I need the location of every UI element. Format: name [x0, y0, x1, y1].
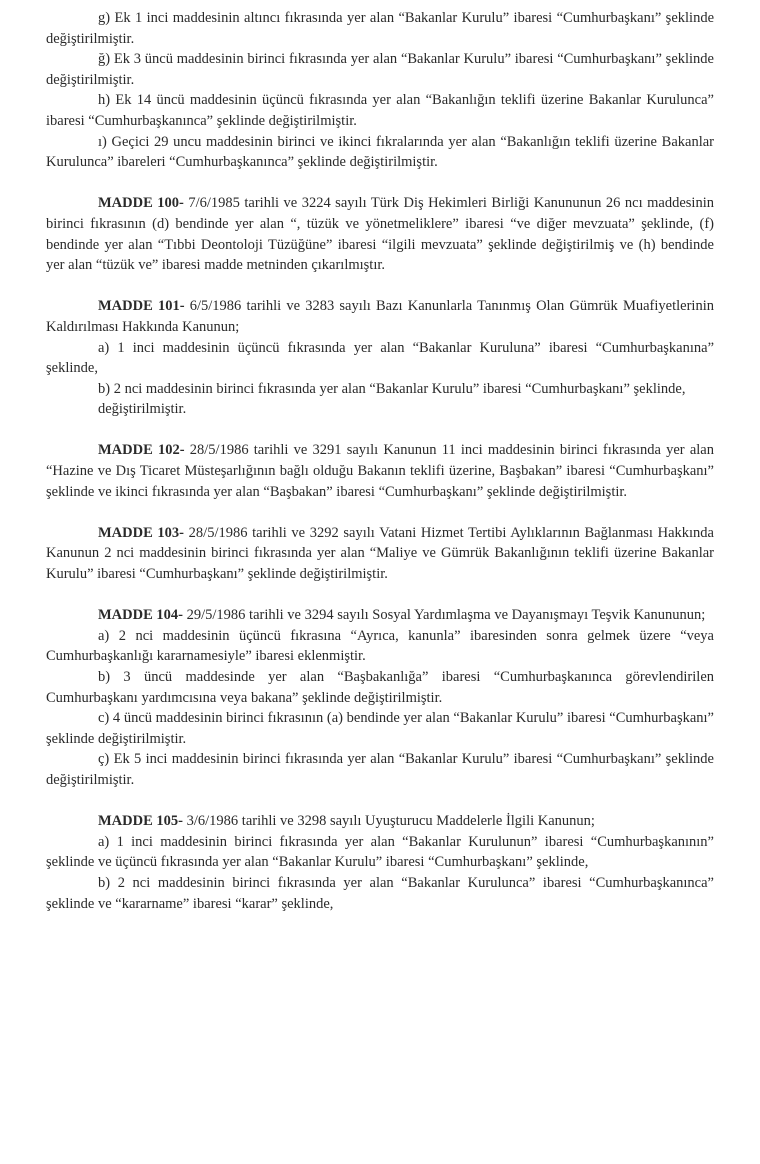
- article-101-closing: değiştirilmiştir.: [98, 401, 187, 418]
- article-102: [46, 440, 714, 502]
- article-101-text: 6/5/1986 tarihli ve 3283 sayılı Bazı Kanunlarla Tanınmış Olan Gümrük Muafiyetlerinin Kaldırılması Hakkında Kanunun;: [46, 298, 714, 335]
- article-103: [46, 523, 714, 585]
- article-104-label: MADDE 104-: [98, 607, 183, 624]
- article-104-item-b: b) 3 üncü maddesinde yer alan “Başbakanlığa” ibaresi “Cumhurbaşkanınca görevlendirilen Cumhurbaşkanı yardımcısına veya bakana” şeklinde değiştirilmiştir.: [46, 669, 714, 706]
- article-101: [46, 296, 714, 337]
- paragraph-gg: ğ) Ek 3 üncü maddesinin birinci fıkrasında yer alan “Bakanlar Kurulu” ibaresi “Cumhurbaşkanı” şeklinde değiştirilmiştir.: [46, 51, 714, 88]
- article-101-item-b: b) 2 nci maddesinin birinci fıkrasında yer alan “Bakanlar Kurulu” ibaresi “Cumhurbaşkanı” şeklinde,: [98, 380, 686, 397]
- article-100-text: 7/6/1985 tarihli ve 3224 sayılı Türk Diş Hekimleri Birliği Kanununun 26 ncı maddesinin birinci fıkrasının (d) bendinde yer alan “, tüzük ve yönetmeliklere” ibaresi “ve diğer mevzuata” şeklinde, (f) bendinde yer alan “Tıbbi Deontoloji Tüzüğüne” ibaresi “ilgili mevzuata” şeklinde değiştirilmiş ve (h) bendinde yer alan “tüzük ve” ibaresi madde metninden çıkarılmıştır.: [46, 195, 714, 274]
- article-100: [46, 193, 714, 275]
- document-page: [46, 8, 714, 914]
- article-103-label: MADDE 103-: [98, 524, 185, 541]
- article-105-item-b: b) 2 nci maddesinin birinci fıkrasında yer alan “Bakanlar Kurulunca” ibaresi “Cumhurbaşkanınca” şeklinde ve “kararname” ibaresi “karar” şeklinde,: [46, 874, 714, 912]
- article-101-label: MADDE 101-: [98, 298, 185, 315]
- article-102-text: 28/5/1986 tarihli ve 3291 sayılı Kanunun 11 inci maddesinin birinci fıkrasında yer alan “Hazine ve Dış Ticaret Müsteşarlığının bağlı olduğu Bakanın teklifi üzerine, Başbakan” ibaresi “Cumhurbaşkanı” şeklinde ve ikinci fıkrasında yer alan “Başbakan” ibaresi “Cumhurbaşkanı” şeklinde değiştirilmiştir.: [46, 442, 714, 500]
- article-104-item-a: a) 2 nci maddesinin üçüncü fıkrasına “Ayrıca, kanunla” ibaresinden sonra gelmek üzere “veya Cumhurbaşkanlığı kararnamesiyle” ibaresi eklenmiştir.: [46, 627, 714, 665]
- article-102-label: MADDE 102-: [98, 442, 185, 459]
- paragraph-i: ı) Geçici 29 uncu maddesinin birinci ve ikinci fıkralarında yer alan “Bakanlığın teklifi üzerine Bakanlar Kurulunca” ibareleri “Cumhurbaşkanınca” şeklinde değiştirilmiştir.: [46, 133, 714, 171]
- article-100-label: MADDE 100-: [98, 195, 184, 212]
- article-104: [46, 605, 714, 626]
- paragraph-h: h) Ek 14 üncü maddesinin üçüncü fıkrasında yer alan “Bakanlığın teklifi üzerine Bakanlar Kurulunca” ibaresi “Cumhurbaşkanınca” şeklinde değiştirilmiştir.: [46, 92, 714, 129]
- paragraph-g: g) Ek 1 inci maddesinin altıncı fıkrasında yer alan “Bakanlar Kurulu” ibaresi “Cumhurbaşkanı” şeklinde değiştirilmiştir.: [46, 10, 714, 47]
- article-104-item-cc: ç) Ek 5 inci maddesinin birinci fıkrasında yer alan “Bakanlar Kurulu” ibaresi “Cumhurbaşkanı” şeklinde değiştirilmiştir.: [46, 751, 714, 788]
- article-104-text: 29/5/1986 tarihli ve 3294 sayılı Sosyal Yardımlaşma ve Dayanışmayı Teşvik Kanununun;: [182, 607, 706, 624]
- article-105-item-a: a) 1 inci maddesinin birinci fıkrasında yer alan “Bakanlar Kurulunun” ibaresi “Cumhurbaşkanının” şeklinde ve üçüncü fıkrasında yer alan “Bakanlar Kurulu” ibaresi “Cumhurbaşkanı” şeklinde,: [46, 833, 714, 871]
- article-105-label: MADDE 105-: [98, 813, 183, 830]
- article-104-item-c: c) 4 üncü maddesinin birinci fıkrasının (a) bendinde yer alan “Bakanlar Kurulu” ibaresi “Cumhurbaşkanı” şeklinde değiştirilmiştir.: [46, 710, 714, 747]
- article-105-text: 3/6/1986 tarihli ve 3298 sayılı Uyuşturucu Maddelerle İlgili Kanunun;: [182, 813, 595, 830]
- article-101-item-a: a) 1 inci maddesinin üçüncü fıkrasında yer alan “Bakanlar Kuruluna” ibaresi “Cumhurbaşkanına” şeklinde,: [46, 339, 714, 377]
- article-103-text: 28/5/1986 tarihli ve 3292 sayılı Vatani Hizmet Tertibi Aylıklarının Bağlanması Hakkında Kanunun 2 nci maddesinin birinci fıkrasında yer alan “Maliye ve Gümrük Bakanlığının teklifi üzerine Bakanlar Kurulu” ibaresi “Cumhurbaşkanı” şeklinde değiştirilmiştir.: [46, 524, 714, 583]
- article-105: [46, 811, 714, 832]
